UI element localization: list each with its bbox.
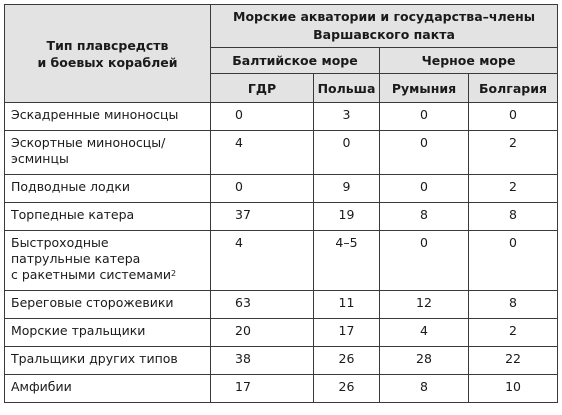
bulgaria-value-cell: 8	[469, 291, 558, 319]
vessel-type-label-line	[11, 251, 204, 267]
vessel-type-cell	[5, 319, 211, 347]
vessel-type-label-line	[11, 351, 204, 367]
vessel-type-label-line	[11, 179, 204, 195]
header-gdr: ГДР	[211, 74, 314, 103]
table-row	[5, 291, 558, 319]
gdr-value-cell: 0	[211, 103, 314, 131]
gdr-value-cell: 20	[211, 319, 314, 347]
vessel-type-label-line	[11, 379, 204, 395]
romania-value-cell: 28	[380, 347, 469, 375]
vessel-type-label-text: Эскортные миноносцы/	[11, 135, 166, 150]
bulgaria-value-cell: 0	[469, 103, 558, 131]
vessel-type-label-line	[11, 107, 204, 123]
vessel-type-label-text: Морские тральщики	[11, 323, 146, 338]
romania-value-cell: 0	[380, 231, 469, 291]
vessel-type-label-line	[11, 207, 204, 223]
vessel-type-cell	[5, 131, 211, 175]
bulgaria-value-cell: 2	[469, 175, 558, 203]
romania-value-cell: 0	[380, 175, 469, 203]
romania-value-cell: 0	[380, 103, 469, 131]
romania-value-cell: 12	[380, 291, 469, 319]
vessel-type-label-text: Тральщики других типов	[11, 351, 178, 366]
vessel-type-label-text: Береговые сторожевики	[11, 295, 174, 310]
romania-value-cell: 8	[380, 203, 469, 231]
poland-value-cell: 0	[314, 131, 380, 175]
footnote-marker: 2	[171, 269, 177, 278]
vessel-type-cell	[5, 375, 211, 403]
table-body	[5, 103, 558, 403]
header-poland: Польша	[314, 74, 380, 103]
vessel-type-label-line	[11, 151, 204, 167]
bulgaria-value-cell: 22	[469, 347, 558, 375]
vessel-type-label-text: эсминцы	[11, 151, 69, 166]
header-bulgaria: Болгария	[469, 74, 558, 103]
table-row	[5, 131, 558, 175]
vessel-type-cell	[5, 291, 211, 319]
header-vessel-type-line2: и боевых кораблей	[37, 54, 178, 70]
bulgaria-value-cell: 2	[469, 319, 558, 347]
table-row	[5, 231, 558, 291]
vessel-type-label-line	[11, 235, 204, 251]
romania-value-cell: 8	[380, 375, 469, 403]
vessel-type-cell	[5, 203, 211, 231]
vessel-type-label-text: Эскадренные миноносцы	[11, 107, 179, 122]
poland-value-cell: 9	[314, 175, 380, 203]
vessel-type-label-text: Торпедные катера	[11, 207, 135, 222]
vessel-type-label-line	[11, 295, 204, 311]
table-row	[5, 103, 558, 131]
vessel-type-cell	[5, 175, 211, 203]
poland-value-cell: 11	[314, 291, 380, 319]
header-seas-line2: Варшавского пакта	[313, 27, 455, 42]
bulgaria-value-cell: 10	[469, 375, 558, 403]
vessel-type-cell	[5, 347, 211, 375]
header-vessel-type-line1: Тип плавсредств	[46, 37, 169, 53]
poland-value-cell: 17	[314, 319, 380, 347]
romania-value-cell: 0	[380, 131, 469, 175]
vessel-type-cell	[5, 103, 211, 131]
vessel-type-label-line	[11, 323, 204, 339]
header-vessel-type	[5, 5, 211, 103]
bulgaria-value-cell: 0	[469, 231, 558, 291]
table-row	[5, 175, 558, 203]
vessel-type-label-text: с ракетными системами	[11, 267, 172, 282]
romania-value-cell: 4	[380, 319, 469, 347]
header-seas-and-states	[211, 5, 558, 48]
poland-value-cell: 4–5	[314, 231, 380, 291]
poland-value-cell: 26	[314, 347, 380, 375]
vessel-type-label-line	[11, 135, 204, 151]
gdr-value-cell: 63	[211, 291, 314, 319]
gdr-value-cell: 4	[211, 231, 314, 291]
poland-value-cell: 19	[314, 203, 380, 231]
gdr-value-cell: 4	[211, 131, 314, 175]
bulgaria-value-cell: 2	[469, 131, 558, 175]
poland-value-cell: 26	[314, 375, 380, 403]
table-row	[5, 203, 558, 231]
header-baltic-sea: Балтийское море	[211, 48, 380, 74]
header-seas-line1: Морские акватории и государства–члены	[233, 9, 536, 24]
vessel-type-label-line	[11, 267, 204, 283]
table-row	[5, 375, 558, 403]
table-row	[5, 319, 558, 347]
poland-value-cell: 3	[314, 103, 380, 131]
header-romania: Румыния	[380, 74, 469, 103]
gdr-value-cell: 37	[211, 203, 314, 231]
vessel-type-cell	[5, 231, 211, 291]
gdr-value-cell: 0	[211, 175, 314, 203]
vessel-type-label-text: Подводные лодки	[11, 179, 131, 194]
vessel-type-label-text: Быстроходные	[11, 235, 109, 250]
gdr-value-cell: 38	[211, 347, 314, 375]
warsaw-pact-fleet-table	[4, 4, 558, 403]
header-black-sea: Черное море	[380, 48, 558, 74]
bulgaria-value-cell: 8	[469, 203, 558, 231]
gdr-value-cell: 17	[211, 375, 314, 403]
vessel-type-label-text: патрульные катера	[11, 251, 141, 266]
vessel-type-label-text: Амфибии	[11, 379, 72, 394]
table-row	[5, 347, 558, 375]
